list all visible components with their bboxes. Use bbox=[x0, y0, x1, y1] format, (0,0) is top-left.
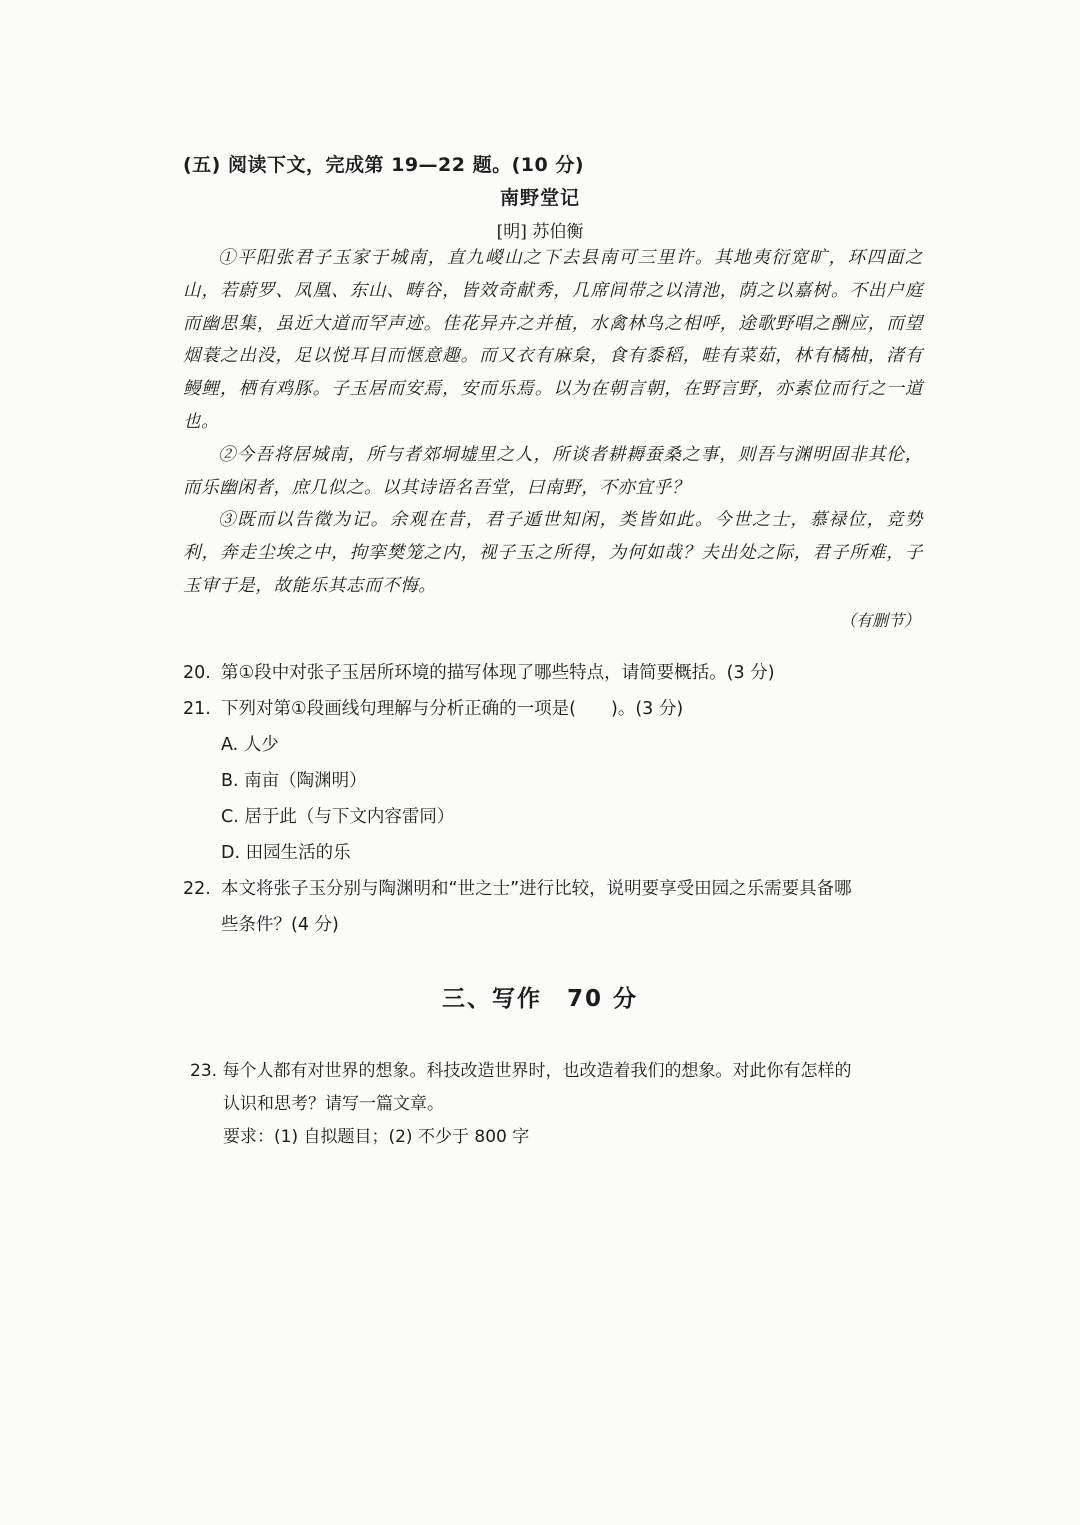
writing-prompt-line-2: 认识和思考？请写一篇文章。 bbox=[223, 1094, 444, 1114]
option-label: B. bbox=[221, 771, 239, 791]
option-label: C. bbox=[221, 807, 239, 827]
passage-title: 南野堂记 bbox=[499, 187, 580, 209]
question-number: 23. bbox=[190, 1061, 218, 1081]
question-number: 22. bbox=[183, 879, 211, 899]
option-b bbox=[183, 763, 953, 799]
option-text: 人少 bbox=[243, 735, 279, 755]
writing-prompt-line-1 bbox=[190, 1055, 910, 1088]
option-label: D. bbox=[221, 843, 241, 863]
passage-paragraph-1: ①平阳张君子玉家于城南，直九嵕山之下去县南可三里许。其地夷衍宽旷，环四面之山，若蔚罗、凤凰、东山、畴谷，皆效奇献秀，几席间带之以清池，荫之以嘉树。不出户庭而幽思集，虽近大道而罕声迹。佳花异卉之并植，水禽林鸟之相呼，途歌野唱之酬应，而望烟蓑之出没，足以悦耳目而惬意趣。而又衣有麻枲，食有黍稻，畦有菜茹，林有橘柚，渚有鳗鲤，栖有鸡豚。子玉居而安焉，安而乐焉。以为在朝言朝，在野言野，亦素位而行之一道也。 bbox=[183, 248, 923, 432]
writing-block bbox=[190, 1055, 910, 1154]
option-text: 南亩（陶渊明） bbox=[244, 771, 367, 791]
question-22 bbox=[183, 871, 953, 907]
option-a bbox=[183, 727, 953, 763]
writing-section-header: 三、写作 70 分 bbox=[441, 986, 638, 1012]
question-text: 第①段中对张子玉居所环境的描写体现了哪些特点，请简要概括。(3 分) bbox=[221, 663, 775, 683]
question-text: 本文将张子玉分别与陶渊明和“世之士”进行比较，说明要享受田园之乐需要具备哪 bbox=[221, 879, 852, 899]
questions-block bbox=[183, 655, 953, 943]
option-c bbox=[183, 799, 953, 835]
question-number: 21. bbox=[183, 699, 211, 719]
question-number: 20. bbox=[183, 663, 211, 683]
writing-requirements: 要求：(1) 自拟题目；(2) 不少于 800 字 bbox=[223, 1127, 530, 1147]
section-header: (五) 阅读下文，完成第 19—22 题。(10 分) bbox=[183, 154, 585, 176]
passage-body bbox=[183, 242, 923, 603]
option-d bbox=[183, 835, 953, 871]
writing-prompt-text: 每个人都有对世界的想象。科技改造世界时，也改造着我们的想象。对此你有怎样的 bbox=[222, 1061, 852, 1081]
passage-author: [明] 苏伯衡 bbox=[496, 222, 584, 242]
option-text: 居于此（与下文内容雷同） bbox=[244, 807, 455, 827]
passage-paragraph-2: ②今吾将居城南，所与者郊垌墟里之人，所谈者耕耨蚕桑之事，则吾与渊明固非其伦，而乐幽闲者，庶几似之。以其诗语名吾堂，曰南野，不亦宜乎？ bbox=[183, 444, 923, 498]
option-label: A. bbox=[221, 735, 239, 755]
passage-source-note: （有删节） bbox=[839, 611, 920, 630]
question-text: 下列对第①段画线句理解与分析正确的一项是( )。(3 分) bbox=[221, 699, 684, 719]
question-21 bbox=[183, 691, 953, 727]
question-20 bbox=[183, 655, 953, 691]
option-text: 田园生活的乐 bbox=[245, 843, 351, 863]
passage-paragraph-3: ③既而以告徵为记。余观在昔，君子遁世知闲，类皆如此。今世之士，慕禄位，竞势利，奔走尘埃之中，拘挛樊笼之内，视子玉之所得，为何如哉？夫出处之际，君子所难，子玉审于是，故能乐其志而不悔。 bbox=[183, 510, 923, 596]
question-22-continuation: 些条件？(4 分) bbox=[221, 915, 339, 935]
